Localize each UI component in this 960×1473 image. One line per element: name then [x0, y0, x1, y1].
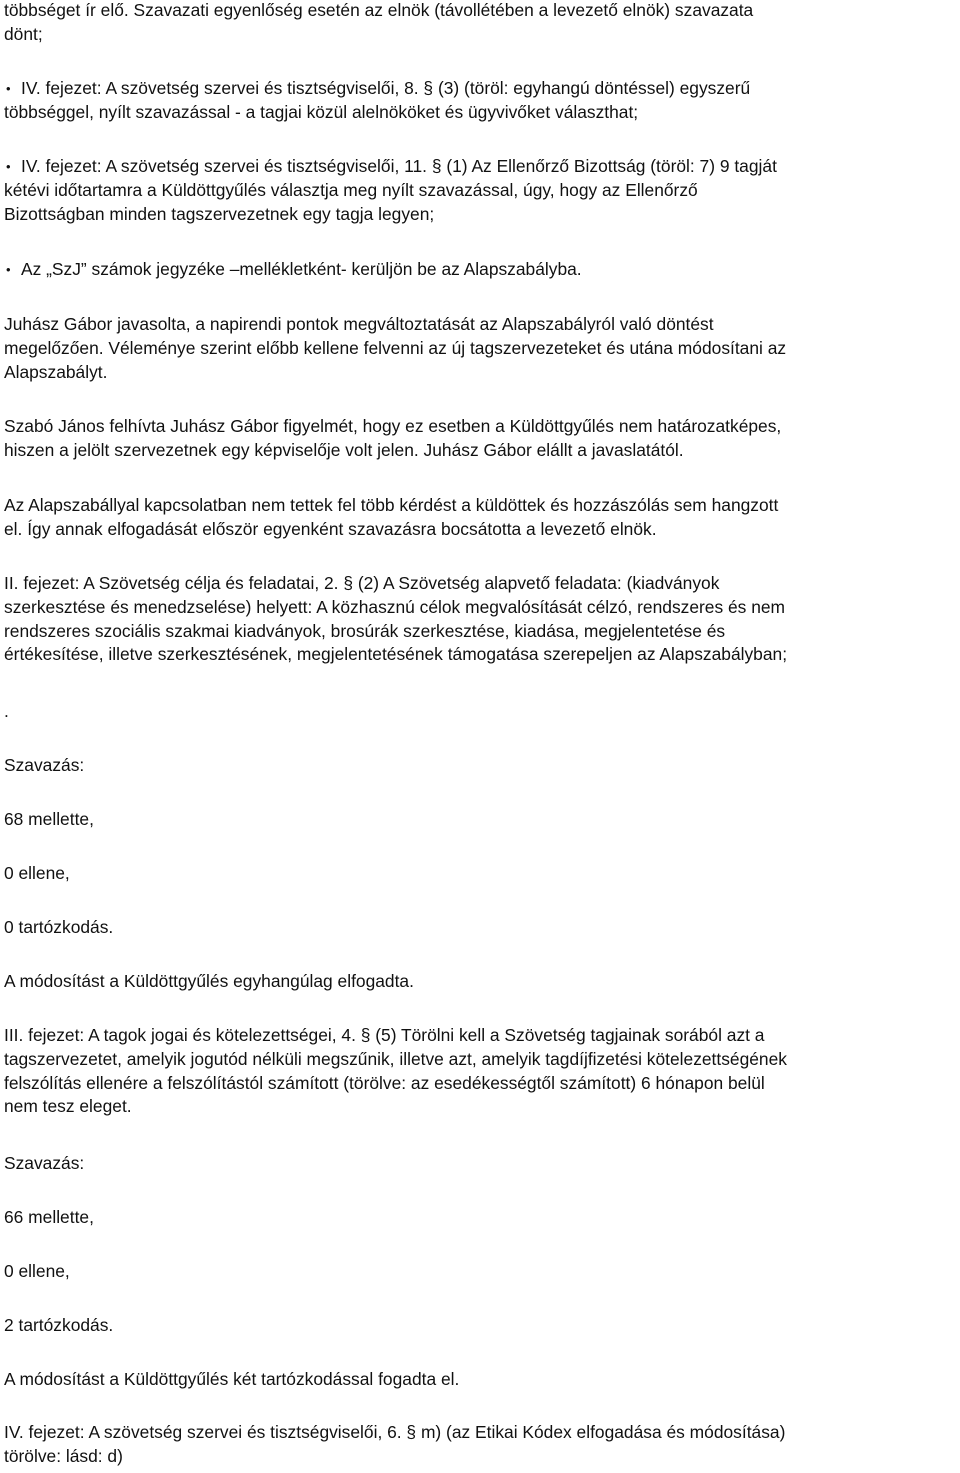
text-line: el. Így annak elfogadását először egyenként szavazásra bocsátotta a levezető elnök. [4, 518, 657, 539]
text-line: 0 ellene, [4, 863, 70, 883]
vote-count [4, 916, 956, 940]
text-line [4, 155, 956, 179]
text-line: felszólítás ellenére a felszólítástól számított (törölve: az esedékességtől számított) 6 hónapon belül [4, 1072, 765, 1093]
paragraph [4, 0, 956, 47]
vote-count [4, 862, 956, 886]
paragraph [4, 313, 956, 384]
vote-count [4, 1314, 956, 1338]
text-line: kétévi időtartamra a Küldöttgyűlés választja meg nyílt szavazással, úgy, hogy az Ellenőrző [4, 179, 698, 200]
text-line: Az Alapszabállyal kapcsolatban nem tettek fel több kérdést a küldöttek és hozzászólás sem hangzott [4, 495, 779, 515]
vote-count [4, 1260, 956, 1284]
text-line: nem tesz eleget. [4, 1096, 132, 1117]
text-line: Alapszabályt. [4, 361, 108, 382]
text-line: • Az „SzJ” számok jegyzéke –mellékletként- kerüljön be az Alapszabályba. [4, 258, 956, 282]
text-line: Szavazás: [4, 1153, 85, 1173]
paragraph [4, 415, 956, 463]
bullet-item [4, 155, 956, 226]
paragraph [4, 1368, 956, 1392]
paragraph [4, 1024, 956, 1119]
text-line: 68 mellette, [4, 809, 94, 829]
text-line: többséget ír elő. Szavazati egyenlőség esetén az elnök (távollétében a levezető elnök) szavazata [4, 0, 754, 20]
text-line: rendszeres szociális szakmai kiadványok, brosúrák szerkesztése, kiadása, megjelentetése és [4, 620, 726, 641]
text-line: 66 mellette, [4, 1207, 94, 1227]
text-line: szerkesztése és menedzselése) helyett: A közhasznú célok megvalósítását célzó, rendszeres és nem [4, 596, 786, 617]
text-line: Bizottságban minden tagszervezetnek egy tagja legyen; [4, 203, 435, 224]
paragraph [4, 970, 956, 994]
paragraph [4, 494, 956, 542]
text-line: IV. fejezet: A szövetség szervei és tisztségviselői, 6. § m) (az Etikai Kódex elfogadása és módosítása) [4, 1422, 786, 1442]
text-line: . [4, 701, 9, 721]
text-line: tagszervezetet, amelyik jogutód nélküli megszűnik, illetve azt, amelyik tagdíjfizetési kötelezettségének [4, 1048, 787, 1069]
text-line: Szavazás: [4, 755, 85, 775]
paragraph [4, 1421, 956, 1469]
text-line: 0 ellene, [4, 1261, 70, 1281]
paragraph [4, 572, 956, 667]
text-line: hiszen a jelölt szervezetnek egy képviselője volt jelen. Juhász Gábor elállt a javaslatától. [4, 439, 684, 460]
vote-heading [4, 1152, 956, 1176]
bullet-icon: • [6, 159, 11, 174]
bullet-item [4, 258, 956, 282]
text-line: többséggel, nyílt szavazással - a tagjai közül alelnököket és ügyvivőket választhat; [4, 101, 639, 122]
vote-heading [4, 754, 956, 778]
paragraph [4, 700, 956, 724]
text-line: A módosítást a Küldöttgyűlés egyhangúlag elfogadta. [4, 971, 414, 991]
text-line: III. fejezet: A tagok jogai és kötelezettségei, 4. § (5) Törölni kell a Szövetség tagjainak sorából azt a [4, 1025, 765, 1045]
vote-count [4, 808, 956, 832]
vote-count [4, 1206, 956, 1230]
text-line: értékesítése, illetve szerkesztésének, megjelentetésének támogatása szerepeljen az Alapszabályban; [4, 644, 788, 665]
text-line: II. fejezet: A Szövetség célja és feladatai, 2. § (2) A Szövetség alapvető feladata: (kiadványok [4, 573, 720, 593]
text-line: 2 tartózkodás. [4, 1315, 114, 1335]
text-run: IV. fejezet: A szövetség szervei és tisztségviselői, 11. § (1) Az Ellenőrző Bizottság (töröl: 7) 9 tagját [21, 156, 777, 176]
text-line: megelőzően. Véleménye szerint előbb kellene felvenni az új tagszervezeteket és utána módosítani az [4, 337, 787, 358]
text-line: A módosítást a Küldöttgyűlés két tartózkodással fogadta el. [4, 1369, 460, 1389]
text-line: Juhász Gábor javasolta, a napirendi pontok megváltoztatását az Alapszabályról való döntést [4, 314, 714, 334]
text-line: • IV. fejezet: A szövetség szervei és tisztségviselői, 8. § (3) (töröl: egyhangú döntéssel) egyszerű [4, 77, 956, 101]
bullet-item [4, 77, 956, 125]
text-line: 0 tartózkodás. [4, 917, 114, 937]
text-line: dönt; [4, 23, 43, 44]
text-line: törölve: lásd: d) [4, 1445, 123, 1466]
text-line: Szabó János felhívta Juhász Gábor figyelmét, hogy ez esetben a Küldöttgyűlés nem határozatképes, [4, 416, 782, 436]
